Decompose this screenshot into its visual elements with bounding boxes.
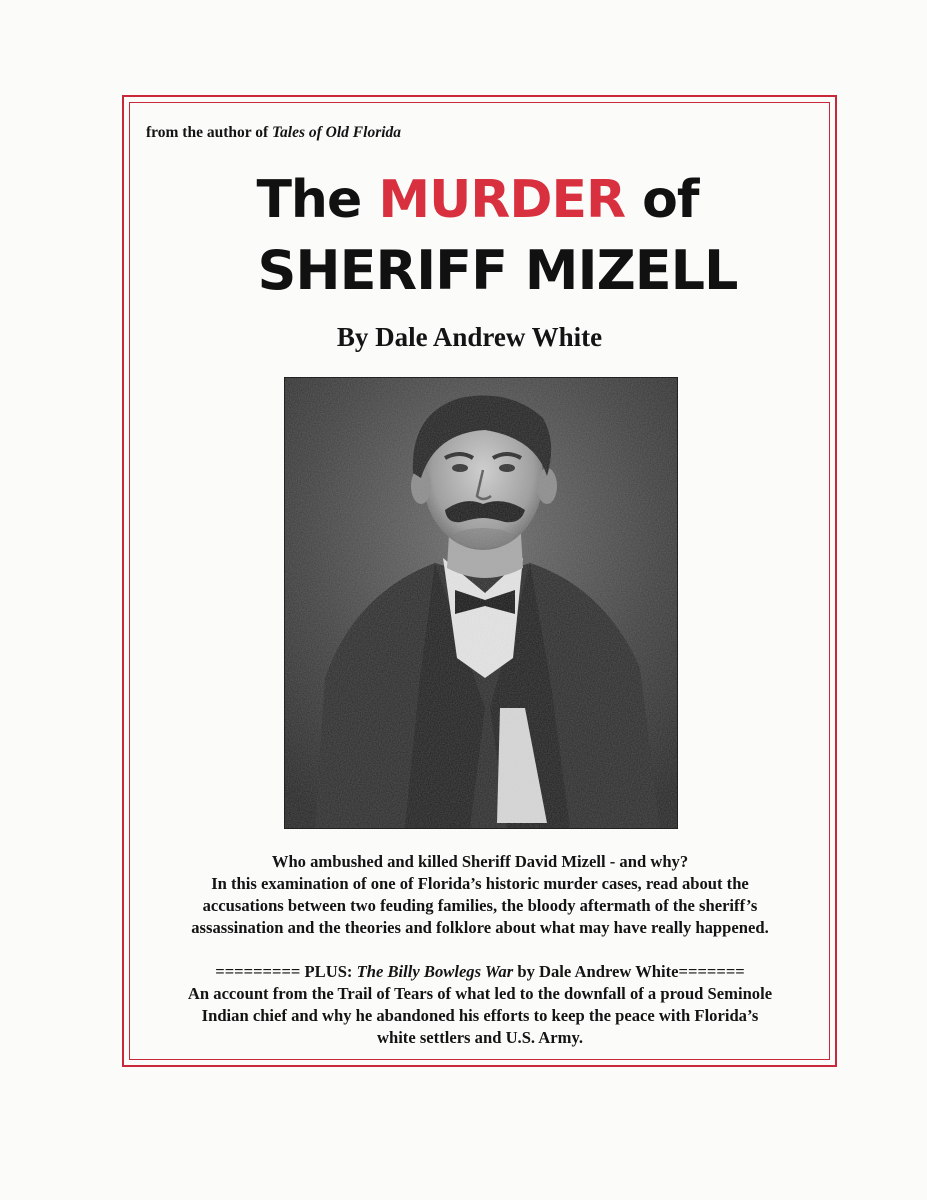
title-word-the: The	[256, 170, 379, 230]
description-line-4: assassination and the theories and folklore about what may have really happened.	[191, 918, 769, 937]
plus-line-3: white settlers and U.S. Army.	[376, 1028, 584, 1047]
bonus-story-description	[130, 961, 830, 1049]
attribution-line	[146, 124, 401, 142]
title-line-2: SHERIFF MIZELL	[257, 239, 738, 302]
sheriff-portrait-photo	[284, 377, 678, 829]
description-line-1: Who ambushed and killed Sheriff David Mizell - and why?	[271, 852, 689, 871]
description-line-2: In this examination of one of Florida’s historic murder cases, read about the	[211, 874, 749, 893]
plus-line-1: An account from the Trail of Tears of what led to the downfall of a proud Seminole	[187, 984, 773, 1003]
author-byline: By Dale Andrew White	[336, 322, 603, 352]
book-description	[130, 851, 830, 939]
plus-book-title: The Billy Bowlegs War	[356, 962, 514, 981]
title-line-1	[0, 170, 927, 230]
title-word-murder: MURDER	[378, 170, 626, 230]
attribution-book-title: Tales of Old Florida	[272, 124, 402, 141]
plus-suffix: by Dale Andrew White=======	[513, 962, 745, 981]
description-line-3: accusations between two feuding families, the bloody aftermath of the sheriff’s	[202, 896, 758, 915]
portrait-image	[285, 378, 677, 828]
attribution-prefix: from the author of	[146, 124, 272, 141]
plus-line-2: Indian chief and why he abandoned his efforts to keep the peace with Florida’s	[201, 1006, 759, 1025]
plus-prefix: ========= PLUS:	[215, 962, 357, 981]
plus-heading-line	[130, 961, 830, 983]
title-word-of: of	[625, 170, 699, 230]
